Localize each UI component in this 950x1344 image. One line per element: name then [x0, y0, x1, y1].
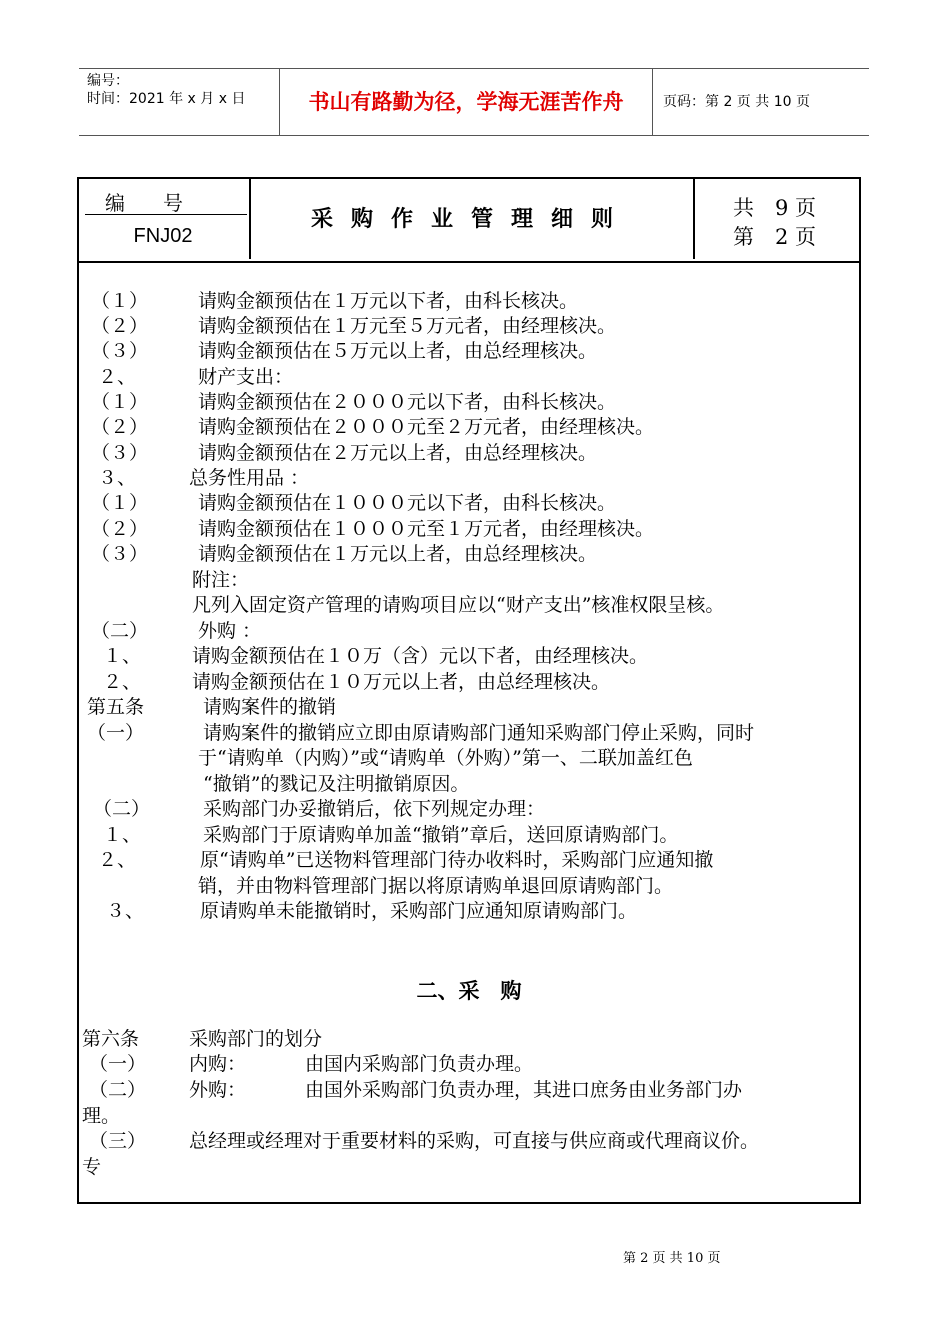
total-pages: 共 9 页 [733, 196, 817, 220]
article-number: 第六条 [82, 1028, 140, 1050]
item-text: 请购金额预估在１万元以下者，由科长核决。 [198, 290, 579, 312]
title-block [79, 179, 859, 263]
item-marker: ２、 [103, 671, 142, 693]
number-value: FNJ02 [133, 225, 193, 247]
number-divider [85, 214, 247, 215]
header-meta [79, 69, 279, 135]
item-text: 总务性用品 ： [189, 467, 310, 489]
item-text: 请购金额预估在１万元至５万元者，由经理核决。 [198, 315, 617, 337]
note-label: 附注： [192, 569, 250, 591]
item-marker: （一） [89, 1053, 147, 1075]
item-text: 财产支出： [198, 366, 294, 388]
current-page: 第 2 页 [733, 225, 817, 249]
item-marker: （２） [91, 416, 149, 438]
header-page: 页码：第 2 页 共 10 页 [663, 94, 810, 110]
document-frame [77, 177, 861, 1204]
item-text: 采购部门办妥撤销后，依下列规定办理： [203, 798, 546, 820]
item-text-cont: 于“请购单（内购）”或“请购单（外购）”第一、二联加盖红色 [198, 747, 693, 769]
item-text: 原“请购单”已送物料管理部门待办收料时，采购部门应通知撤 [200, 849, 714, 871]
item-marker: （１） [91, 290, 149, 312]
item-text: 外购 ： [198, 620, 262, 642]
page-footer: 第 2 页 共 10 页 [623, 1251, 721, 1266]
item-text: 原请购单未能撤销时，采购部门应通知原请购部门。 [200, 900, 638, 922]
item-text: 请购金额预估在２０００元至２万元者，由经理核决。 [198, 416, 655, 438]
article-title: 请购案件的撤销 [203, 696, 337, 718]
header-code-label: 编号： [87, 73, 129, 89]
note-text: 凡列入固定资产管理的请购项目应以“财产支出”核准权限呈核。 [192, 594, 725, 616]
item-text: 由国外采购部门负责办理，其进口庶务由业务部门办 [305, 1079, 743, 1101]
item-marker: ２、 [98, 366, 137, 388]
item-marker: ３、 [98, 467, 137, 489]
number-label: 编号 [105, 191, 221, 215]
item-marker: １、 [103, 824, 142, 846]
item-text: 请购金额预估在１０万（含）元以下者，由经理核决。 [192, 645, 649, 667]
item-text: 请购金额预估在２０００元以下者，由科长核决。 [198, 391, 617, 413]
item-marker: （一） [87, 722, 145, 744]
item-text: 请购案件的撤销应立即由原请购部门通知采购部门停止采购，同时 [203, 722, 755, 744]
item-text-cont: 销，并由物料管理部门据以将原请购单退回原请购部门。 [198, 875, 674, 897]
item-text: 总经理或经理对于重要材料的采购，可直接与供应商或代理商议价。 [189, 1130, 760, 1152]
item-marker: （３） [91, 543, 149, 565]
item-marker: （１） [91, 492, 149, 514]
item-marker: （二） [91, 620, 149, 642]
item-marker: （２） [91, 518, 149, 540]
item-marker: （２） [91, 315, 149, 337]
item-marker: （１） [91, 391, 149, 413]
header-time: 时间：2021 年 x 月 x 日 [87, 91, 246, 107]
item-text-cont: “撤销”的戮记及注明撤销原因。 [203, 773, 470, 795]
page-header [79, 68, 869, 136]
article-title: 采购部门的划分 [189, 1028, 323, 1050]
item-text: 请购金额预估在１万元以上者，由总经理核决。 [198, 543, 598, 565]
item-label: 内购： [189, 1053, 247, 1075]
item-marker: ３、 [106, 900, 145, 922]
item-text: 请购金额预估在２万元以上者，由总经理核决。 [198, 442, 598, 464]
item-text: 采购部门于原请购单加盖“撤销”章后，送回原请购部门。 [203, 824, 679, 846]
item-marker: （３） [91, 340, 149, 362]
item-text: 由国内采购部门负责办理。 [305, 1053, 534, 1075]
item-text: 请购金额预估在５万元以上者，由总经理核决。 [198, 340, 598, 362]
article-number: 第五条 [87, 696, 145, 718]
section-heading: 二、采 购 [416, 979, 522, 1003]
item-marker: （二） [93, 798, 151, 820]
item-label: 外购： [189, 1079, 247, 1101]
item-marker: （二） [89, 1079, 147, 1101]
item-marker: （３） [91, 442, 149, 464]
document-title: 采购作业管理细则 [310, 206, 631, 232]
item-marker: ２、 [98, 849, 137, 871]
item-text-cont: 专 [82, 1156, 102, 1178]
item-text-cont: 理。 [82, 1105, 121, 1127]
item-marker: （三） [89, 1130, 147, 1152]
item-marker: １、 [103, 645, 142, 667]
header-motto: 书山有路勤为径，学海无涯苦作舟 [279, 69, 653, 135]
item-text: 请购金额预估在１０万元以上者，由总经理核决。 [192, 671, 611, 693]
item-text: 请购金额预估在１０００元以下者，由科长核决。 [198, 492, 617, 514]
item-text: 请购金额预估在１０００元至１万元者，由经理核决。 [198, 518, 655, 540]
title-divider-right [693, 179, 695, 259]
